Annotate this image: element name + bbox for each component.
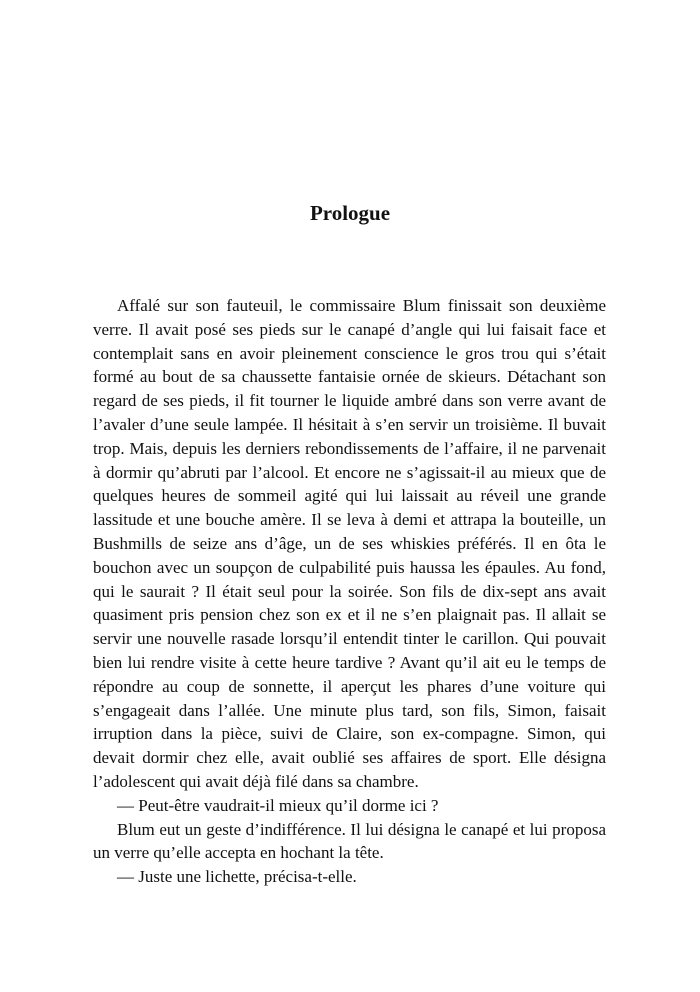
paragraph: — Peut-être vaudrait-il mieux qu’il dorme ici ?	[117, 795, 439, 815]
paragraph: Affalé sur son fauteuil, le commissaire Blum finissait son deuxième verre. Il avait posé ses pieds sur le canapé d’angle qui lui faisait face et contemplait sans en avoir pleinement conscience le gros trou qui s’était formé au bout de sa chaussette fantaisie ornée de skieurs. Détachant son regard de ses pieds, il fit tourner le liquide ambré dans son verre avant de l’avaler d’une seule lampée. Il hésitait à s’en servir un troisième. Il buvait trop. Mais, depuis les derniers rebondissements de l’affaire, il ne parvenait à dormir qu’abruti par l’alcool. Et encore ne s’agissait-il au mieux que de quelques heures de sommeil agité qui lui laissait au réveil une grande lassitude et une bouche amère. Il se leva à demi et attrapa la bouteille, un Bushmills de seize ans d’âge, un de ses whiskies préférés. Il en ôta le bouchon avec un soupçon de culpabilité puis haussa les épaules. Au fond, qui le saurait ? Il était seul pour la soirée. Son fils de dix-sept ans avait quasiment pris pension chez son ex et il ne s’en plaignait pas. Il allait se servir une nouvelle rasade lorsqu’il entendit tinter le carillon. Qui pouvait bien lui rendre visite à cette heure tardive ? Avant qu’il ait eu le temps de répondre au coup de sonnette, il aperçut les phares d’une voiture qui s’engageait dans l’allée. Une minute plus tard, son fils, Simon, faisait irruption dans la pièce, suivi de Claire, son ex-compagne. Simon, qui devait dormir chez elle, avait oublié ses affaires de sport. Elle désigna l’adolescent qui avait déjà filé dans sa chambre.	[93, 296, 606, 791]
paragraph: Blum eut un geste d’indifférence. Il lui désigna le canapé et lui proposa un verre qu’elle accepta en hochant la tête.	[93, 819, 606, 863]
paragraph: — Juste une lichette, précisa-t-elle.	[117, 867, 357, 887]
chapter-body	[93, 294, 606, 889]
chapter-title: Prologue	[309, 201, 391, 225]
